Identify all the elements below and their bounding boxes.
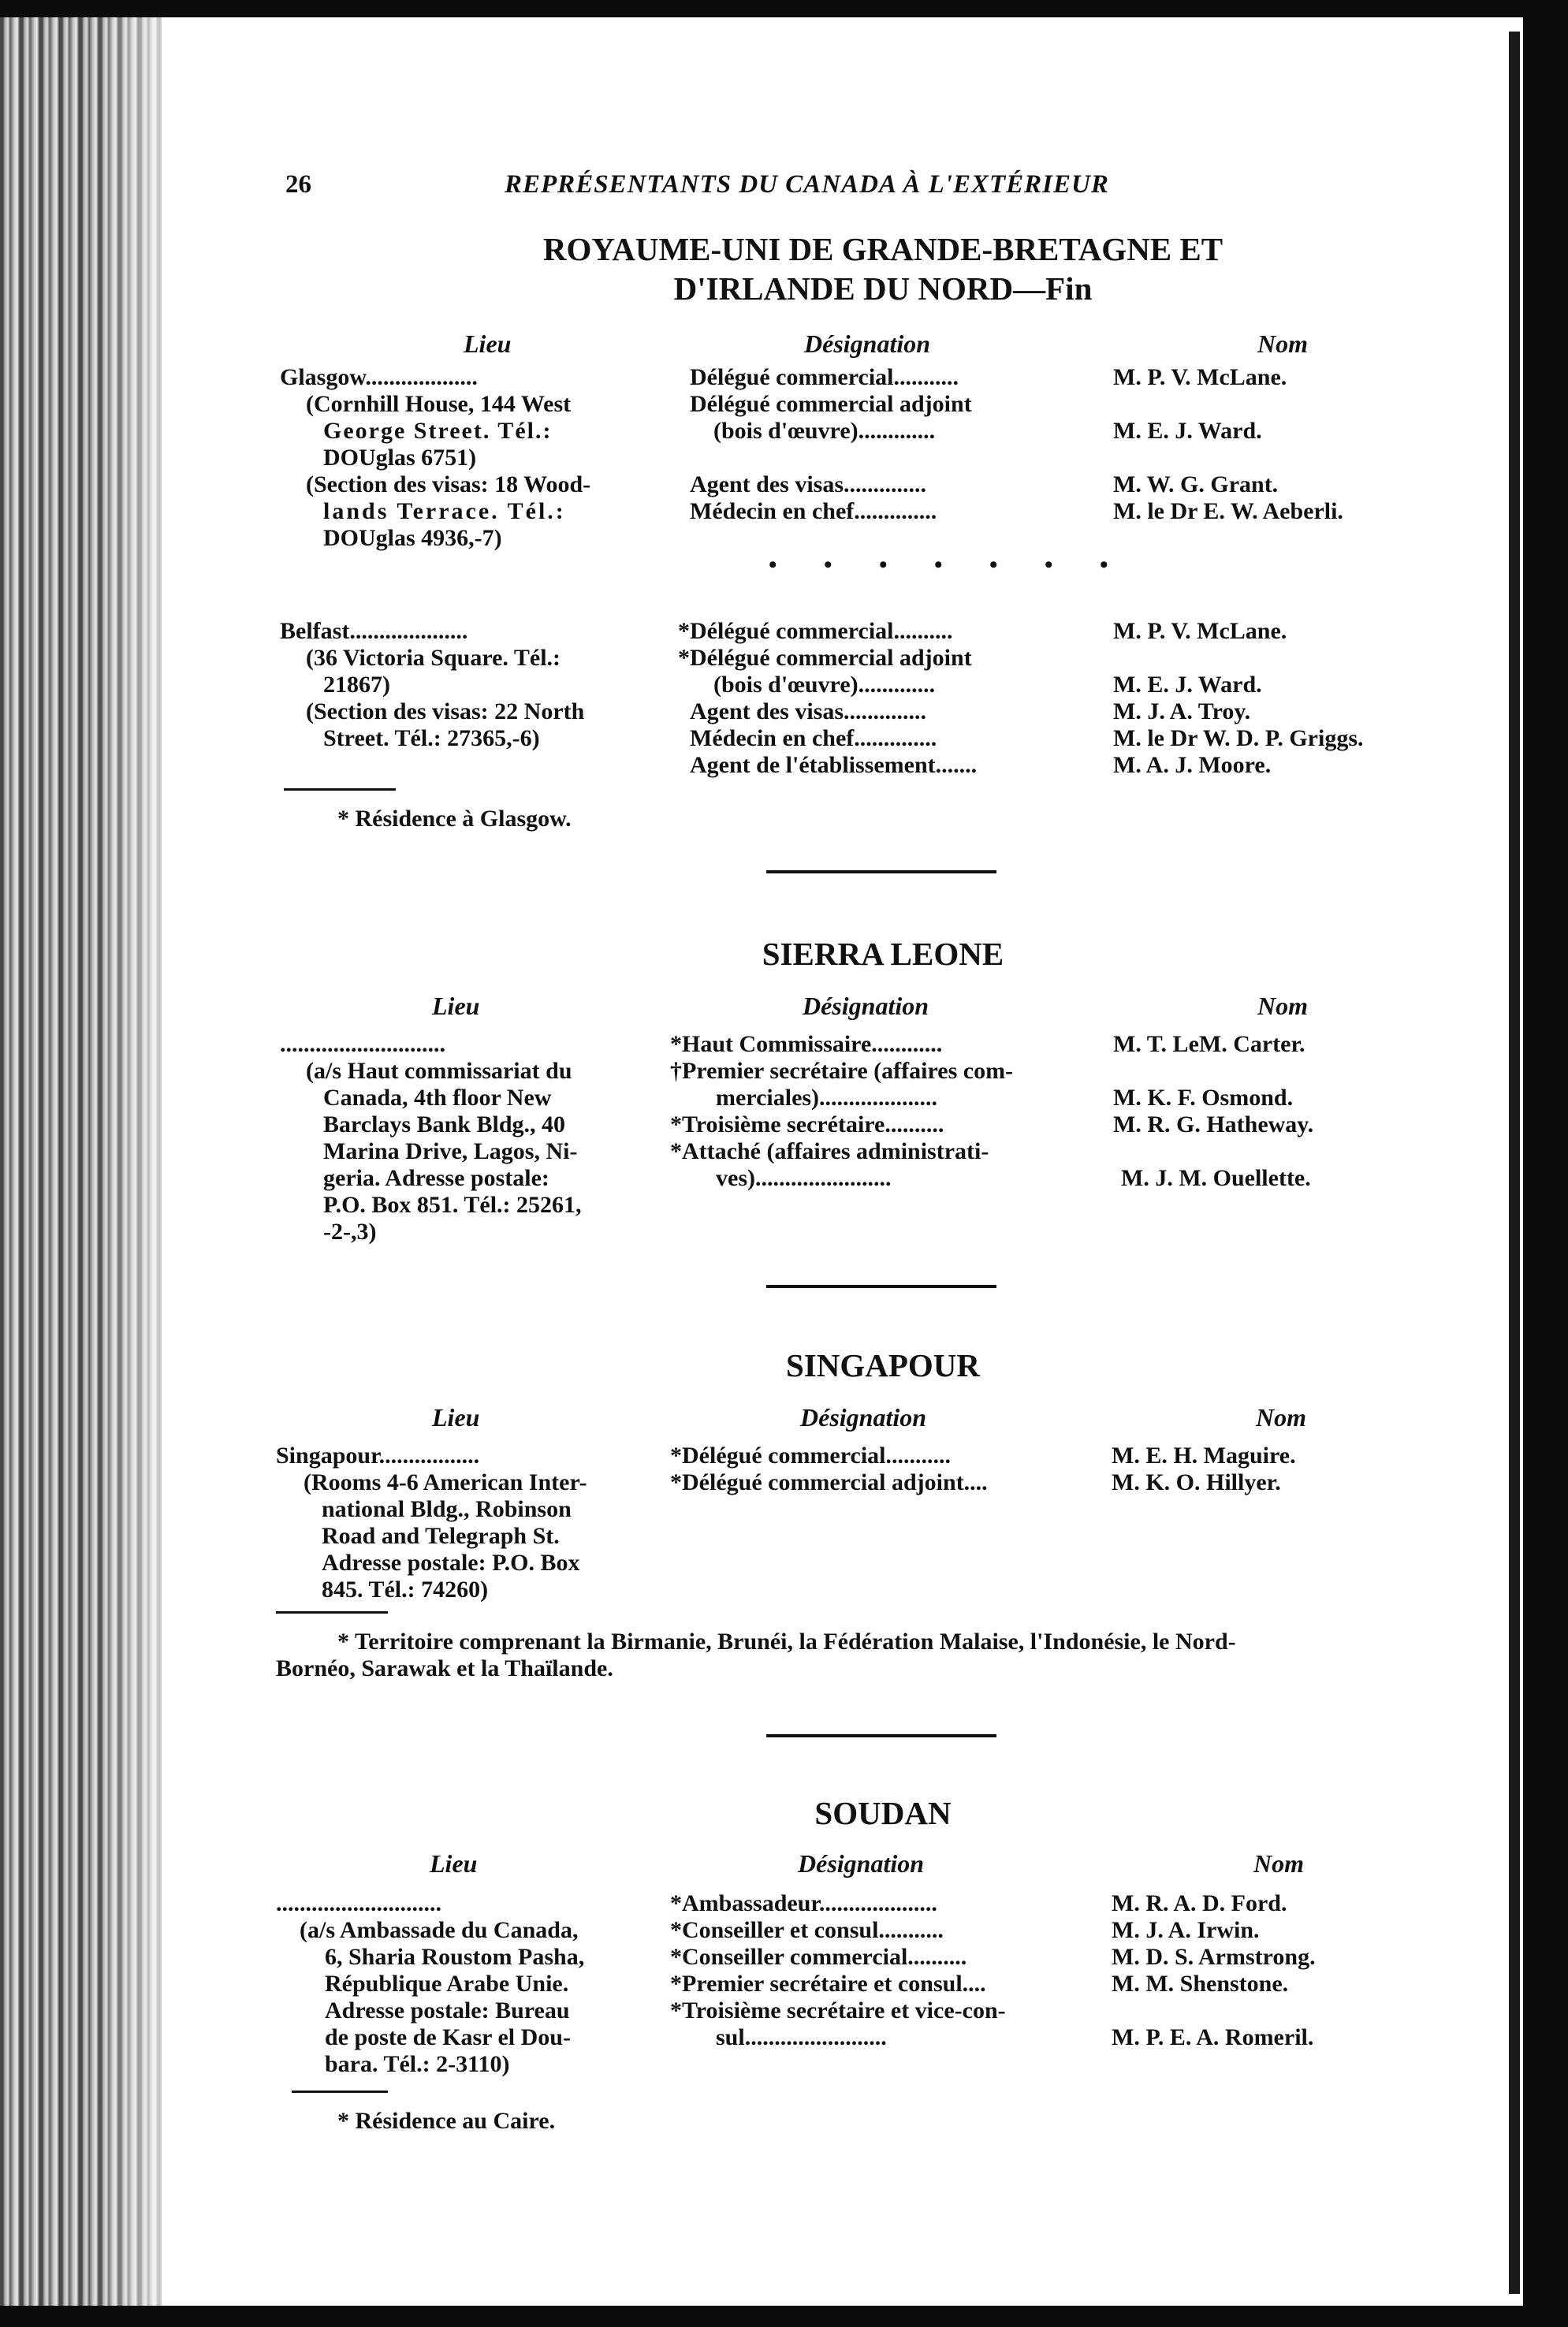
nom-line [1113,1138,1313,1165]
footnote-rule [284,788,396,791]
designation-line: *Délégué commercial adjoint.... [670,1469,988,1495]
lieu-line: P.O. Box 851. Tél.: 25261, [323,1192,582,1218]
designation-line: sul........................ [716,2024,887,2050]
singapour-footnote-line2: Bornéo, Sarawak et la Thaïlande. [276,1655,613,1681]
designation-line: *Délégué commercial........... [670,1443,952,1469]
belfast-designations [678,618,977,779]
designation-line: *Troisième secrétaire.......... [670,1111,944,1137]
sg-column-designation: Désignation [800,1403,927,1432]
lieu-line: national Bldg., Robinson [322,1496,572,1522]
designation-line: (bois d'œuvre)............. [713,418,936,444]
sierra-leone-designations [670,1031,1013,1192]
footnote-rule [292,2091,388,2093]
lieu-line: (a/s Ambassade du Canada, [300,1917,579,1943]
scan-border-top [0,0,1568,17]
designation-line: *Ambassadeur.................... [670,1890,937,1916]
nom-line: M. K. F. Osmond. [1113,1085,1294,1111]
nom-line: M. T. LeM. Carter. [1113,1031,1305,1057]
section-separator [766,1285,996,1288]
lieu-line: de poste de Kasr el Dou- [325,2024,571,2050]
sd-column-lieu: Lieu [430,1849,478,1878]
designation-line: *Délégué commercial.......... [678,618,953,644]
designation-line: *Premier secrétaire et consul.... [670,1971,986,1997]
singapour-lieu [276,1443,587,1603]
lieu-line: 21867) [323,672,390,698]
lieu-line: Belfast.................... [280,618,468,644]
nom-line [1112,1997,1316,2024]
uk-title-line2: D'IRLANDE DU NORD—Fin [673,270,1093,307]
nom-line: M. D. S. Armstrong. [1112,1944,1316,1970]
lieu-line: geria. Adresse postale: [323,1165,549,1191]
lieu-line: Barclays Bank Bldg., 40 [323,1111,566,1137]
lieu-line: Glasgow................... [280,364,478,390]
running-title: REPRÉSENTANTS DU CANADA À L'EXTÉRIEUR [505,170,1109,199]
sierra-leone-lieu [280,1031,582,1245]
nom-line: M. P. V. McLane. [1113,364,1287,390]
section-separator [766,870,996,873]
nom-line: M. P. V. McLane. [1113,618,1287,644]
lieu-line: -2-,3) [323,1219,377,1245]
lieu-line: Canada, 4th floor New [323,1085,552,1111]
nom-line: M. M. Shenstone. [1112,1971,1289,1997]
uk-title-line1: ROYAUME-UNI DE GRANDE-BRETAGNE ET [542,231,1223,267]
binding-shadow [95,0,189,2327]
nom-line: M. le Dr W. D. P. Griggs. [1113,725,1364,751]
nom-line: M. J. A. Troy. [1113,698,1251,724]
designation-line: merciales).................... [716,1085,938,1111]
designation-line: Délégué commercial adjoint [690,391,972,417]
singapour-designations [670,1443,988,1496]
soudan-lieu [276,1890,584,2078]
designation-line: *Conseiller et consul........... [670,1917,944,1943]
designation-line: (bois d'œuvre)............. [713,672,936,698]
lieu-line: Adresse postale: Bureau [325,1997,570,2024]
singapour-footnote-line1: * Territoire comprenant la Birmanie, Brunéi, la Fédération Malaise, l'Indonésie, le Nord- [337,1629,1236,1655]
designation-line: *Conseiller commercial.......... [670,1944,967,1970]
designation-line: Médecin en chef.............. [690,725,937,751]
nom-line: M. P. E. A. Romeril. [1112,2024,1314,2050]
lieu-line: DOUglas 4936,-7) [323,525,502,551]
sd-column-nom: Nom [1253,1849,1304,1878]
glasgow-noms [1113,364,1343,525]
designation-line: *Délégué commercial adjoint [678,645,972,671]
lieu-line: Road and Telegraph St. [322,1523,560,1549]
lieu-line: Singapour................. [276,1443,480,1469]
uk-column-designation: Désignation [804,330,931,358]
nom-line: M. E. J. Ward. [1113,418,1262,444]
nom-line: M. E. H. Maguire. [1112,1443,1296,1469]
footnote-rule [276,1611,388,1614]
section-separator [766,1734,996,1737]
soudan-noms [1112,1890,1316,2051]
designation-line: *Troisième secrétaire et vice-con- [670,1997,1006,2024]
sd-column-designation: Désignation [798,1849,925,1878]
lieu-line: DOUglas 6751) [323,445,477,471]
sl-column-designation: Désignation [803,992,929,1020]
sierra-leone-title: SIERRA LEONE [762,936,1004,972]
singapour-noms [1112,1443,1296,1496]
designation-line [690,445,972,471]
uk-footnote: * Résidence à Glasgow. [337,806,572,832]
lieu-line: 845. Tél.: 74260) [322,1577,489,1603]
belfast-noms [1113,618,1364,779]
nom-line [1113,1058,1313,1085]
designation-line: *Haut Commissaire............ [670,1031,943,1057]
singapour-title: SINGAPOUR [785,1347,981,1383]
glasgow-designations [690,364,972,525]
page-edge-right [1509,32,1520,2294]
soudan-footnote: * Résidence au Caire. [337,2108,556,2134]
nom-line: M. A. J. Moore. [1113,752,1272,778]
lieu-line: bara. Tél.: 2-3110) [325,2051,510,2077]
sl-column-nom: Nom [1257,992,1308,1020]
sg-column-nom: Nom [1256,1403,1306,1432]
nom-line: M. R. A. D. Ford. [1112,1890,1287,1916]
nom-line [1113,391,1343,418]
nom-line: M. K. O. Hillyer. [1112,1469,1281,1495]
lieu-line: ............................ [280,1031,445,1057]
designation-line: Délégué commercial........... [690,364,959,390]
lieu-line: Street. Tél.: 27365,-6) [323,725,540,751]
uk-column-nom: Nom [1257,330,1308,358]
lieu-line: République Arabe Unie. [325,1971,569,1997]
lieu-line: (Rooms 4-6 American Inter- [304,1469,587,1495]
belfast-lieu [280,618,584,752]
sierra-leone-noms [1113,1031,1313,1192]
designation-line: *Attaché (affaires administrati- [670,1138,989,1164]
sl-column-lieu: Lieu [432,992,480,1020]
lieu-line: (Section des visas: 22 North [306,698,585,724]
lieu-line: lands Terrace. Tél.: [323,498,566,524]
scan-border-bottom [0,2306,1568,2327]
nom-line: M. W. G. Grant. [1113,471,1279,497]
designation-line: Médecin en chef.............. [690,498,937,524]
lieu-line: (Cornhill House, 144 West [306,391,572,417]
designation-line: ves)....................... [716,1165,892,1191]
lieu-line: (Section des visas: 18 Wood- [306,471,591,497]
designation-line: Agent des visas.............. [690,698,927,724]
lieu-line: Marina Drive, Lagos, Ni- [323,1138,578,1164]
uk-dot-separator: • • • • • • • [769,552,1129,578]
glasgow-lieu [280,364,590,552]
designation-line: Agent des visas.............. [690,471,927,497]
designation-line: Agent de l'établissement....... [690,752,978,778]
lieu-line: (36 Victoria Square. Tél.: [306,645,561,671]
scan-border-right [1523,0,1568,2327]
nom-line [1113,445,1343,471]
lieu-line: Adresse postale: P.O. Box [322,1550,580,1576]
lieu-line: 6, Sharia Roustom Pasha, [325,1944,585,1970]
soudan-title: SOUDAN [814,1795,952,1831]
sg-column-lieu: Lieu [432,1403,480,1432]
uk-column-lieu: Lieu [464,330,512,358]
nom-line: M. E. J. Ward. [1113,672,1262,698]
page-number: 26 [285,170,311,199]
nom-line [1113,645,1364,672]
nom-line: M. R. G. Hatheway. [1113,1111,1314,1137]
nom-line: M. le Dr E. W. Aeberli. [1113,498,1343,524]
nom-line: M. J. A. Irwin. [1112,1917,1260,1943]
lieu-line: (a/s Haut commissariat du [306,1058,572,1084]
lieu-line: George Street. Tél.: [323,418,553,444]
lieu-line: ............................ [276,1890,441,1916]
soudan-designations [670,1890,1006,2051]
nom-line: M. J. M. Ouellette. [1121,1165,1311,1191]
designation-line: †Premier secrétaire (affaires com- [670,1058,1014,1084]
